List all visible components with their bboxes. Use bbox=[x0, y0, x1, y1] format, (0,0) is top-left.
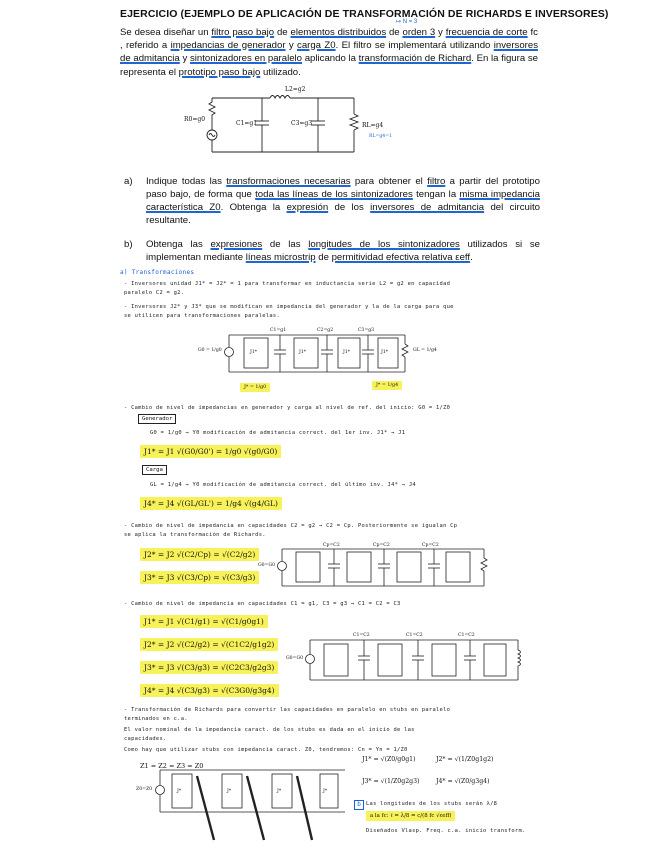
note-line-6: - Cambio de nivel de impedancia en capacidades C2 = g2 → C2 = Cp. Posteriormente se igualan Cp bbox=[124, 523, 458, 529]
question-b: b) Obtenga las expresiones de las longitudes de los sintonizadores utilizados si se implementan mediante líneas microstrip de permitividad efectiva relativa εeff. bbox=[124, 239, 540, 263]
c2-inverter-1: J1* bbox=[250, 350, 258, 355]
final-line-2: a la fc: ℓ = λ/8 = c/(8 fc √εeff) bbox=[366, 811, 455, 821]
formula-load: J4* = J4 √(GL/GL') = 1/g4 √(g4/GL) bbox=[140, 497, 282, 510]
c2-label-c3: C3=g3 bbox=[358, 328, 375, 333]
note-line-9: - Transformación de Richards para convertir las capacidades en paralelo en stubs en paralelo bbox=[124, 707, 451, 713]
note-RL: RL=g4=1 bbox=[369, 134, 392, 139]
c2-note-right: J* = 1/g4 bbox=[372, 381, 402, 390]
formula-j2: J2* = J2 √(C2/g2) = √(C1C2/g1g2) bbox=[140, 638, 278, 651]
c4-label-3: C1=C2 bbox=[458, 633, 475, 638]
note-line-4: se utilicen para transformaciones paralelas. bbox=[124, 313, 280, 319]
c3-label-left: G0=G0 bbox=[258, 563, 276, 568]
c2-inverter-4: J1* bbox=[381, 350, 389, 355]
label-RL: RL=g4 bbox=[362, 122, 384, 129]
keyword-elementos: elementos distribuidos bbox=[290, 27, 387, 38]
formula-gen: J1* = J1 √(G0/G0') = 1/g0 √(g0/G0) bbox=[140, 445, 281, 458]
note-line-10: terminados en c.a. bbox=[124, 716, 188, 722]
note-line-1: - Inversores unidad J1* = J2* = 1 para transformar en inductancia serie L2 = g2 en capacidad bbox=[124, 281, 451, 287]
note-load: GL = 1/g4 → Y0 modificación de admitancia correct. del último inv. J4* → J4 bbox=[150, 482, 416, 488]
keyword-sintonizadores: sintonizadores en paralelo bbox=[189, 53, 303, 65]
keyword-inversores: inversores de admitancia bbox=[120, 40, 538, 65]
c2-inverter-2: J1* bbox=[299, 350, 307, 355]
final-line-1: Las longitudes de los stubs serán λ/8 bbox=[366, 801, 498, 807]
note-line-11: El valor nominal de la impedancia caract. de los stubs es dada en el inicio de las bbox=[124, 727, 415, 733]
generator-box: Generador bbox=[138, 414, 176, 424]
final-line-3: Diseñados Vlasp. Freq. c.a. inicio transform. bbox=[366, 828, 526, 834]
note-line-5: - Cambio de nivel de impedancias en generador y carga al nivel de ref. del inicio: G0 = 1/Z0 bbox=[124, 405, 451, 411]
keyword-richard: transformación de Richard bbox=[358, 53, 472, 65]
label-L2: L2=g2 bbox=[285, 86, 306, 93]
eq-stub-impedance: Z1 = Z2 = Z3 = Z0 bbox=[140, 762, 204, 770]
note-line-7: se aplica la transformación de Richards. bbox=[124, 532, 266, 538]
result-j1: J1* = √(Z0/g0g1) bbox=[362, 756, 416, 763]
c4-label-1: C1=C2 bbox=[353, 633, 370, 638]
keyword-frecuencia: frecuencia de corte bbox=[445, 27, 528, 38]
note-line-3: - Inversores J2* y J3* que se modifican en impedancia del generador y la de la carga para que bbox=[124, 304, 454, 310]
c2-label-c2: C2=g2 bbox=[317, 328, 334, 333]
note-line-12: capacidades. bbox=[124, 736, 167, 742]
c5-inverter-3: J* bbox=[277, 789, 282, 794]
c4-label-2: C1=C2 bbox=[406, 633, 423, 638]
b-marker-icon: b bbox=[354, 800, 364, 810]
note-line-8: - Cambio de nivel de impedancia en capacidades C1 = g1, C3 = g3 → C1 = C2 = C3 bbox=[124, 601, 401, 607]
formula-j1: J1* = J1 √(C1/g1) = √(C1/g0g1) bbox=[140, 615, 268, 628]
c3-label-1: Cp=C2 bbox=[323, 543, 340, 548]
note-gen: G0 = 1/g0 → Y0 modificación de admitancia correct. del 1er inv. J1* → J1 bbox=[150, 430, 406, 436]
keyword-filtro: filtro paso bajo bbox=[211, 27, 275, 38]
label-C3: C3=g3 bbox=[291, 120, 313, 127]
keyword-prototipo: prototipo paso bajo bbox=[178, 66, 261, 78]
keyword-orden: orden 3 bbox=[402, 27, 436, 38]
load-box: Carga bbox=[142, 465, 167, 475]
formula-j3: J3* = J3 √(C3/g3) = √(C2C3/g2g3) bbox=[140, 661, 278, 674]
note-line-13: Como hay que utilizar stubs con impedancia caract. Z0, tendremos: Cn = Yn = 1/Z0 bbox=[124, 747, 408, 753]
c5-label-left: Z0=Z0 bbox=[136, 787, 153, 792]
c2-label-right: GL = 1/g4 bbox=[413, 348, 437, 353]
label-R0: R0=g0 bbox=[184, 116, 206, 123]
c2-label-c1: C1=g1 bbox=[270, 328, 287, 333]
label-C1: C1=g1 bbox=[236, 120, 258, 127]
notes-heading: a) Transformaciones bbox=[120, 269, 195, 276]
formula-j4: J4* = J4 √(C3/g3) = √(C3G0/g3g4) bbox=[140, 684, 279, 697]
question-a: a) Indique todas las transformaciones necesarias para obtener el filtro a partir del prototipo paso bajo, de forma que toda las líneas de los sintonizadores tengan la misma impedancia característica Z0. Obtenga la expresión de los inversores de admitancia del circuito resultante. bbox=[124, 176, 540, 226]
exercise-title: EJERCICIO (EJEMPLO DE APLICACIÓN DE TRANSFORMACIÓN DE RICHARDS E INVERSORES) bbox=[120, 8, 609, 20]
c3-label-3: Cp=C2 bbox=[422, 543, 439, 548]
c5-inverter-2: J* bbox=[227, 789, 232, 794]
c2-note-left: J* = 1/g0 bbox=[240, 383, 270, 392]
c4-label-left: G0=G0 bbox=[286, 656, 304, 661]
c3-label-2: Cp=C2 bbox=[373, 543, 390, 548]
c2-label-left: G0 = 1/g0 bbox=[198, 348, 222, 353]
result-j2: J2* = √(1/Z0g1g2) bbox=[436, 756, 494, 763]
c5-inverter-1: J* bbox=[177, 789, 182, 794]
formula-c2: J2* = J2 √(C2/Cp) = √(C2/g2) bbox=[140, 548, 259, 561]
keyword-carga: carga Z0 bbox=[297, 40, 336, 52]
intro-paragraph: Se desea diseñar un filtro paso bajo de elementos distribuidos de orden 3 y frecuencia de corte fc , referido a impedancias de generador y carga Z0. El filtro se implementará utilizando inversores de admitancia y sintonizadores en paralelo aplicando la transformación de Richard. En la figura se representa el prototipo paso bajo utilizado. bbox=[120, 27, 538, 78]
keyword-impedancias: impedancias de generador bbox=[170, 40, 286, 52]
result-j3: J3* = √(1/Z0g2g3) bbox=[362, 778, 420, 785]
note-line-2: paralelo C2 = g2. bbox=[124, 290, 185, 296]
c2-inverter-3: J1* bbox=[343, 350, 351, 355]
c5-inverter-4: J* bbox=[323, 789, 328, 794]
result-j4: J4* = √(Z0/g3g4) bbox=[436, 778, 490, 785]
formula-c3: J3* = J3 √(C3/Cp) = √(C3/g3) bbox=[140, 571, 259, 584]
margin-note-order: ↦ N = 3 bbox=[396, 19, 418, 25]
